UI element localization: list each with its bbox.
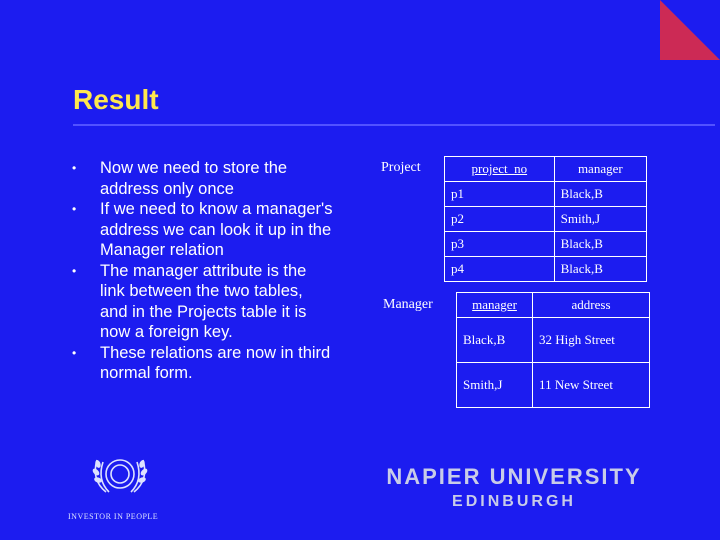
table-cell: p1 <box>445 182 555 207</box>
table-cell: Smith,J <box>554 207 646 232</box>
table-header-row <box>445 157 647 182</box>
bullet-dot-icon: • <box>72 202 77 216</box>
table-row <box>445 232 647 257</box>
bullet-text: The manager attribute is the link between the two tables, and in the Projects table it is now a foreign key. <box>100 261 307 341</box>
table-cell: p3 <box>445 232 555 257</box>
table-cell: Black,B <box>554 257 646 282</box>
bullet-dot-icon: • <box>72 161 77 175</box>
bullet-list <box>72 158 334 384</box>
table-cell: Black,B <box>457 318 533 363</box>
table-row <box>457 363 650 408</box>
bullet-item <box>72 261 334 343</box>
university-city: EDINBURGH <box>452 493 576 510</box>
table-cell: 11 New Street <box>533 363 650 408</box>
bullet-item <box>72 343 334 384</box>
bullet-dot-icon: • <box>72 345 77 360</box>
table-cell: p4 <box>445 257 555 282</box>
project-table-label: Project <box>381 160 421 175</box>
column-header-manager: manager <box>457 293 533 318</box>
bullet-text: These relations are now in third normal form. <box>100 343 331 382</box>
table-row <box>445 257 647 282</box>
table-cell: Black,B <box>554 232 646 257</box>
slide-title: Result <box>73 84 159 115</box>
table-cell: Smith,J <box>457 363 533 408</box>
column-header-manager: manager <box>554 157 646 182</box>
column-header-address: address <box>533 293 650 318</box>
table-row <box>457 318 650 363</box>
bullet-text: Now we need to store the address only once <box>100 159 288 198</box>
bullet-dot-icon: • <box>72 263 77 278</box>
bullet-text: If we need to know a manager's address we can look it up in the Manager relation <box>100 200 333 259</box>
manager-table <box>456 292 650 408</box>
project-table <box>444 156 647 282</box>
table-header-row <box>457 293 650 318</box>
table-row <box>445 207 647 232</box>
table-cell: 32 High Street <box>533 318 650 363</box>
manager-table-label: Manager <box>383 297 433 312</box>
university-name: NAPIER UNIVERSITY <box>386 464 642 489</box>
table-cell: Black,B <box>554 182 646 207</box>
corner-decoration <box>660 0 720 60</box>
bullet-item <box>72 199 334 261</box>
bullet-item <box>72 158 334 199</box>
investor-in-people-text: INVESTOR IN PEOPLE <box>68 512 159 521</box>
table-cell: p2 <box>445 207 555 232</box>
napier-university-logo <box>378 464 650 511</box>
table-row <box>445 182 647 207</box>
column-header-project-no: project_no <box>445 157 555 182</box>
title-rule <box>73 124 715 126</box>
